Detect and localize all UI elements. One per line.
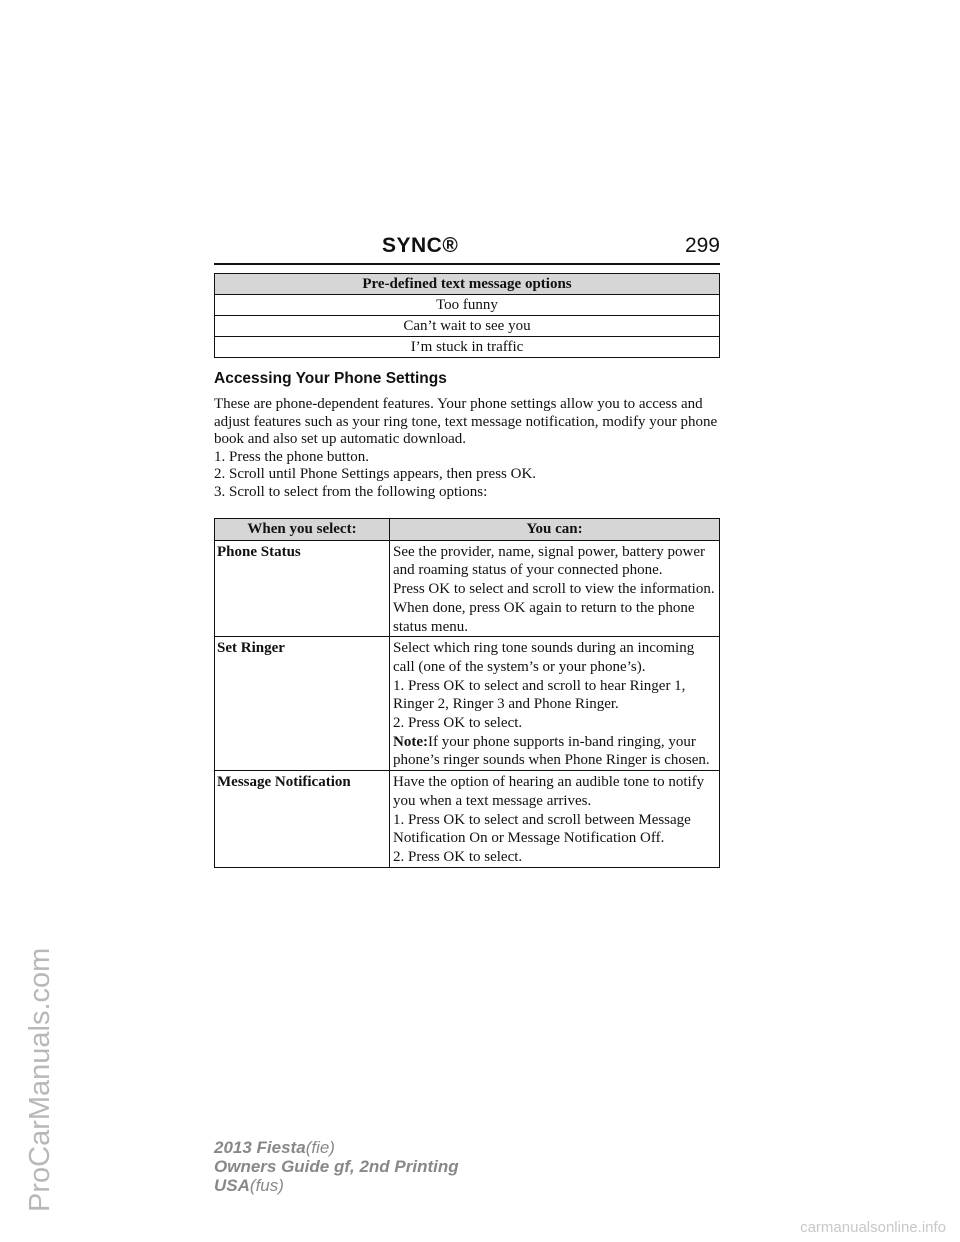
note-label: Note: [393,733,428,750]
footer-model-code: (fie) [305,1138,335,1157]
footer-market: USA [214,1176,250,1195]
option-name: Message Notification [215,771,390,868]
section-heading: Accessing Your Phone Settings [214,370,447,387]
column-header-select: When you select: [215,519,390,541]
option-name: Phone Status [215,540,390,637]
footer-model: 2013 Fiesta [214,1138,306,1157]
table-row [215,637,720,771]
option-name: Set Ringer [215,637,390,771]
table-row: Too funny [215,295,720,316]
note-text: If your phone supports in-band ringing, your phone’s ringer sounds when Phone Ringer is chosen. [393,733,710,769]
page-footer [214,1138,459,1195]
description-line: 2. Press OK to select. [393,715,523,732]
step-item: 3. Scroll to select from the following options: [214,483,488,500]
predefined-messages-table [214,273,720,358]
option-description [390,637,720,771]
phone-settings-body [214,396,720,501]
table-row [215,540,720,637]
footer-guide: Owners Guide gf, 2nd Printing [214,1157,459,1176]
description-line: Select which ring tone sounds during an incoming call (one of the system’s or your phone’s). [393,640,695,675]
corner-watermark: carmanualsonline.info [800,1219,946,1236]
description-line: 2. Press OK to select. [393,848,523,865]
side-watermark: ProCarManuals.com [24,947,56,1212]
phone-settings-table [214,518,720,868]
table-row [215,771,720,868]
step-item: 1. Press the phone button. [214,448,369,465]
table-row: I’m stuck in traffic [215,337,720,358]
description-line: 1. Press OK to select and scroll between Message Notification On or Message Notification Off. [393,811,691,847]
step-item: 2. Scroll until Phone Settings appears, then press OK. [214,466,537,482]
header-divider [214,263,720,265]
description-line: Have the option of hearing an audible tone to notify you when a text message arrives. [393,774,705,809]
note-line [393,733,717,770]
page-header [214,234,720,264]
footer-market-code: (fus) [249,1176,284,1195]
intro-paragraph: These are phone-dependent features. Your phone settings allow you to access and adjust features such as your ring tone, text message notification, modify your phone book and also set up automatic download. [214,396,718,447]
column-header-can: You can: [390,519,720,541]
table-header: Pre-defined text message options [215,274,720,295]
page-number: 299 [684,234,720,257]
table-row: Can’t wait to see you [215,316,720,337]
description-line: Press OK to select and scroll to view the information. When done, press OK again to return to the phone status menu. [393,581,715,635]
option-description [390,771,720,868]
option-description [390,540,720,637]
description-line: See the provider, name, signal power, battery power and roaming status of your connected phone. [393,543,706,579]
section-title: SYNC® [382,234,459,257]
description-line: 1. Press OK to select and scroll to hear Ringer 1, Ringer 2, Ringer 3 and Phone Ringer. [393,677,686,713]
